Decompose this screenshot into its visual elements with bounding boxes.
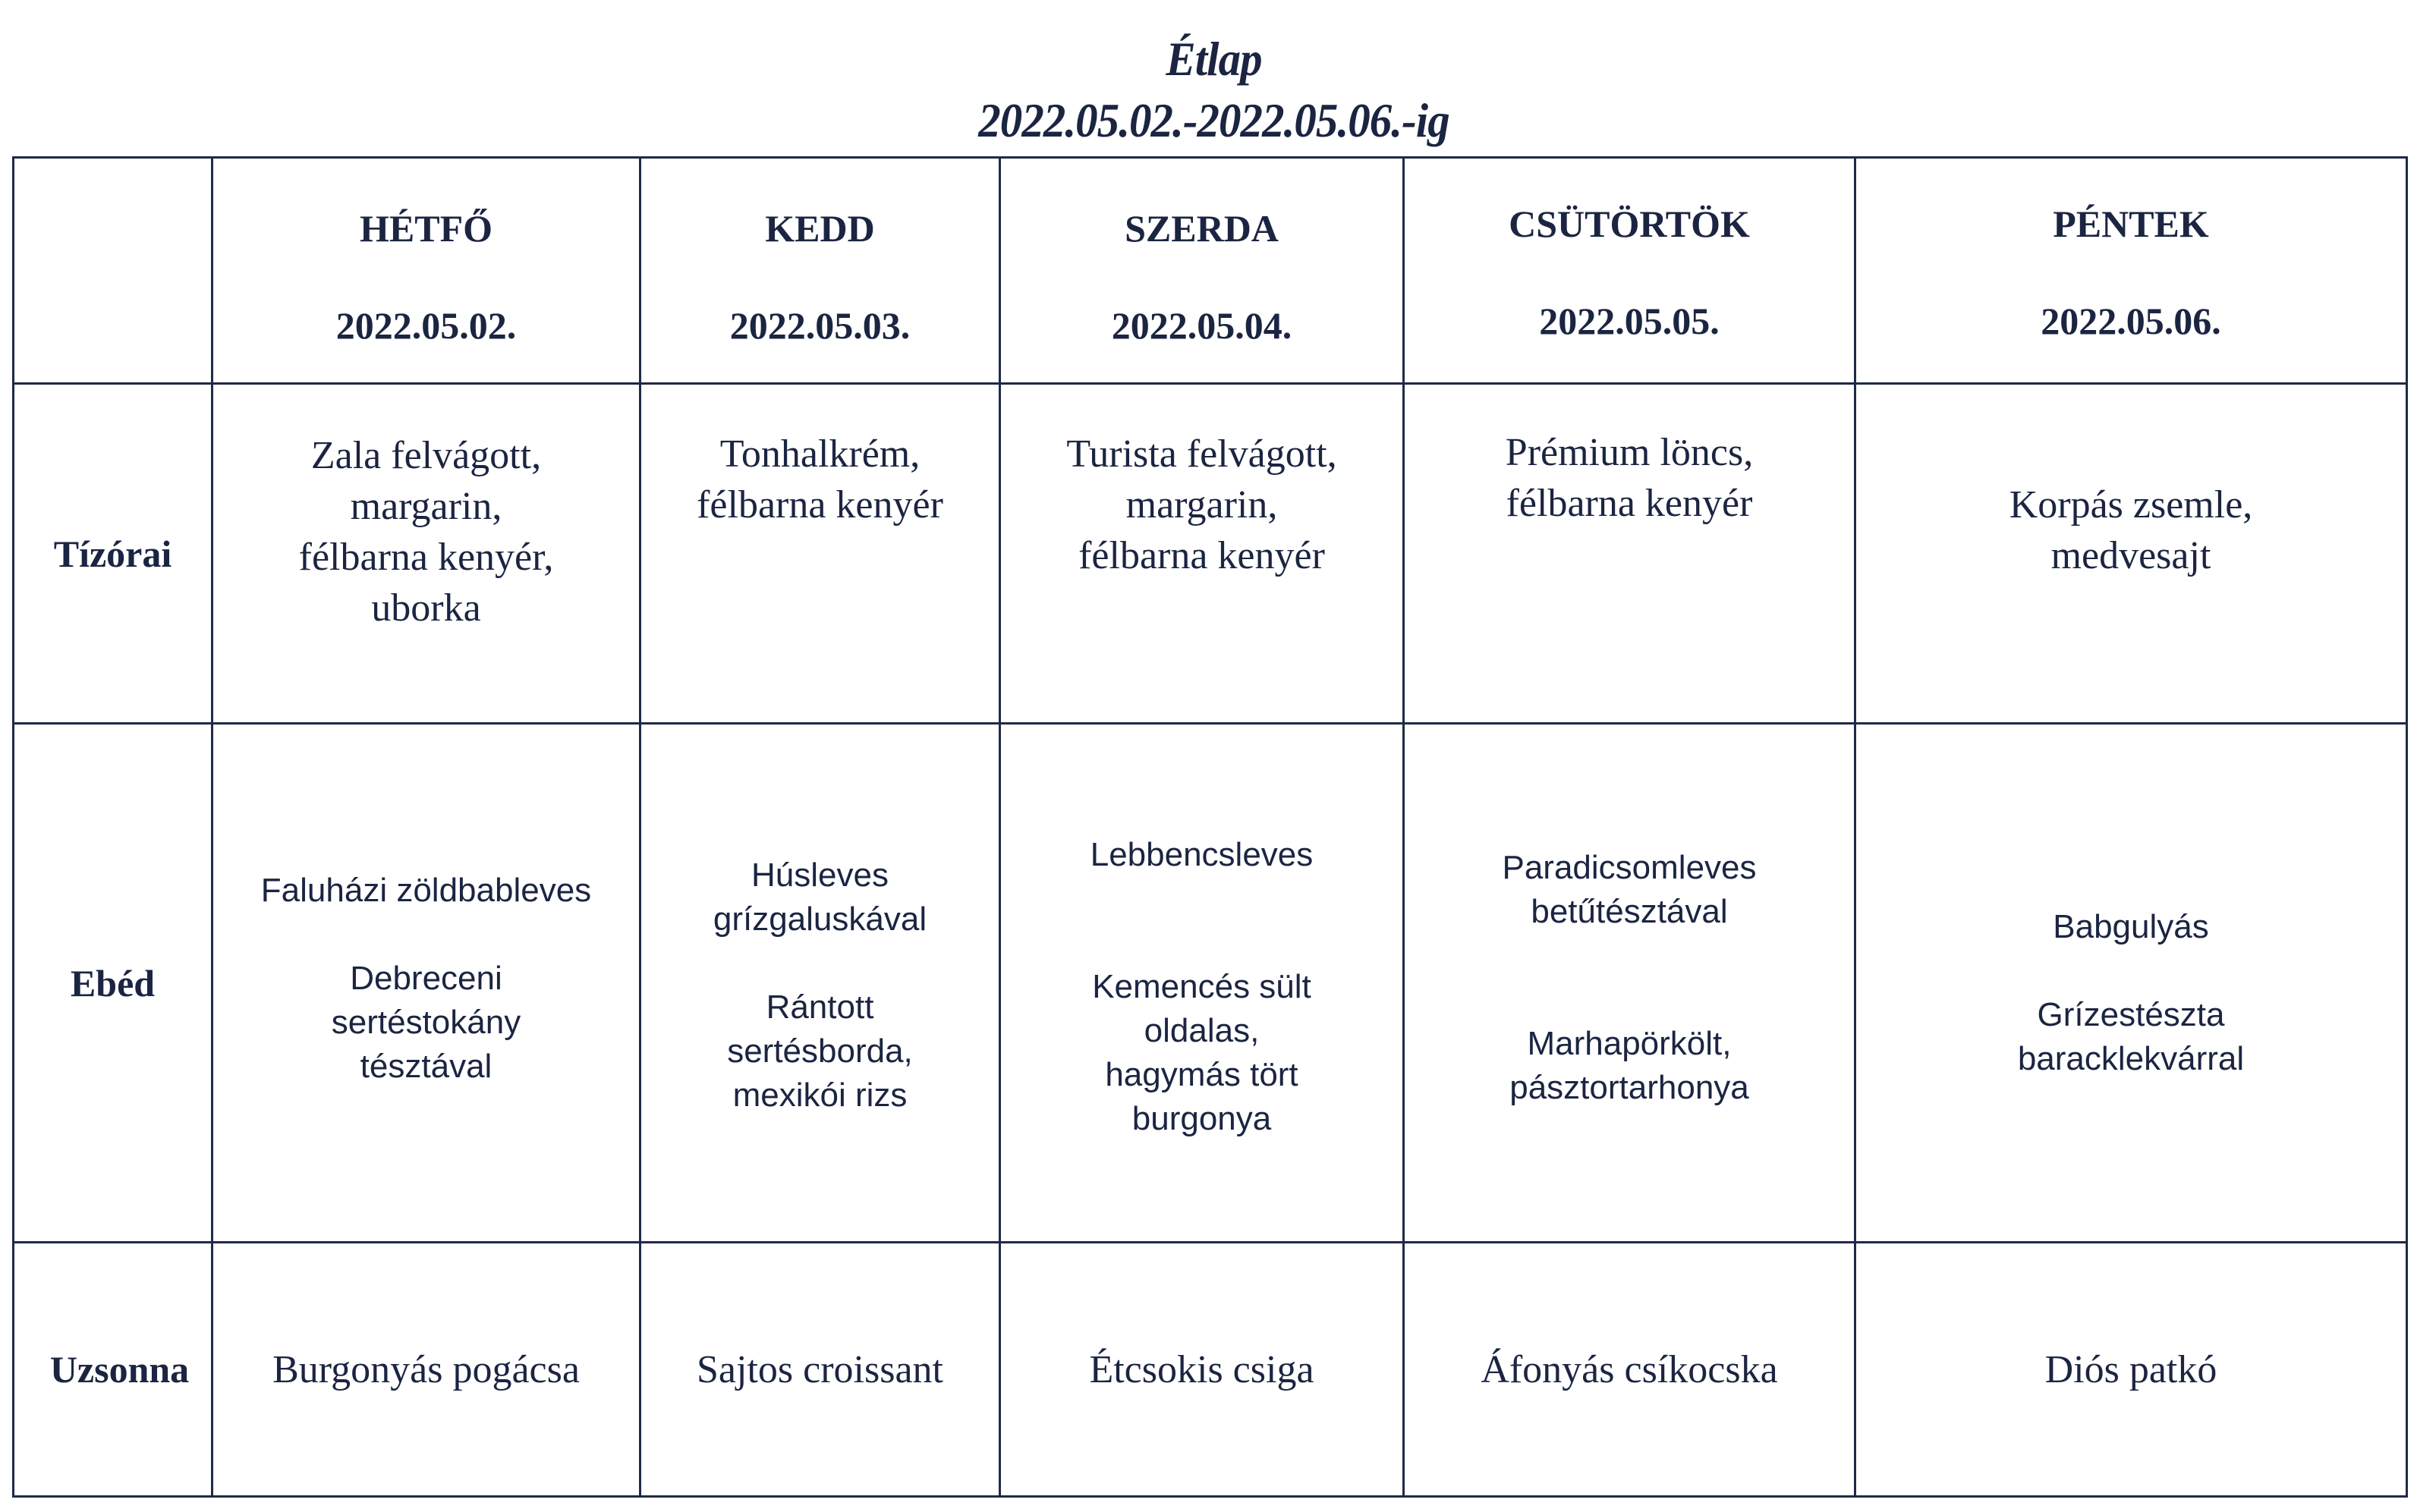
main-course-item: Marhapörkölt, <box>1527 1025 1732 1062</box>
meal-label-uzsonna: Uzsonna <box>14 1243 212 1497</box>
main-course-item: sertésborda, <box>727 1033 913 1070</box>
meal-label-tizorai: Tízórai <box>14 384 212 724</box>
menu-cell-ebed-friday <box>1855 724 2407 1243</box>
soup-item: Paradicsomleves <box>1502 849 1757 886</box>
day-header-monday <box>212 158 640 384</box>
day-name: KEDD <box>765 207 875 250</box>
menu-item: margarin, <box>1125 483 1278 527</box>
day-header-wednesday <box>1000 158 1404 384</box>
soup-item: Húsleves <box>751 857 889 894</box>
main-course-item: tésztával <box>360 1048 493 1085</box>
day-date: 2022.05.05. <box>1539 300 1720 342</box>
soup-item: Faluházi zöldbableves <box>260 872 592 909</box>
menu-item: Turista felvágott, <box>1066 432 1337 476</box>
main-course-item: Kemencés sült <box>1092 968 1311 1005</box>
menu-cell-tizorai-monday <box>212 384 640 724</box>
weekly-menu-table <box>12 156 2408 1498</box>
soup-item: grízgaluskával <box>713 901 927 938</box>
day-header-tuesday <box>640 158 1000 384</box>
menu-item: Burgonyás pogácsa <box>272 1347 580 1391</box>
menu-item: félbarna kenyér, <box>298 536 554 579</box>
menu-title: Étlap <box>1166 32 1262 86</box>
menu-cell-uzsonna-friday <box>1855 1243 2407 1497</box>
day-name: SZERDA <box>1125 207 1279 250</box>
main-course-item: baracklekvárral <box>2017 1040 2245 1077</box>
menu-cell-ebed-monday <box>212 724 640 1243</box>
day-date: 2022.05.04. <box>1111 304 1292 347</box>
menu-item: Zala felvágott, <box>310 434 542 477</box>
meal-row-ebed <box>14 724 2407 1243</box>
corner-cell <box>14 158 212 384</box>
main-course-item: hagymás tört <box>1105 1056 1298 1093</box>
menu-cell-ebed-tuesday <box>640 724 1000 1243</box>
menu-cell-ebed-wednesday <box>1000 724 1404 1243</box>
main-course-item: pásztortarhonya <box>1509 1069 1749 1106</box>
menu-item: Áfonyás csíkocska <box>1481 1347 1778 1391</box>
day-name: PÉNTEK <box>2053 203 2209 245</box>
menu-item: félbarna kenyér <box>697 483 943 527</box>
menu-cell-uzsonna-tuesday <box>640 1243 1000 1497</box>
main-course-item: burgonya <box>1131 1100 1272 1137</box>
menu-cell-tizorai-friday <box>1855 384 2407 724</box>
main-course-item: Grízestészta <box>2037 996 2225 1033</box>
menu-item: medvesajt <box>2050 534 2211 577</box>
menu-cell-ebed-thursday <box>1404 724 1855 1243</box>
day-date: 2022.05.02. <box>335 304 517 347</box>
menu-item: Sajtos croissant <box>697 1347 943 1391</box>
menu-item: uborka <box>371 586 481 630</box>
main-course-item: sertéstokány <box>331 1004 521 1041</box>
menu-item: Prémium löncs, <box>1505 431 1754 474</box>
menu-item: margarin, <box>350 485 502 528</box>
day-date: 2022.05.03. <box>729 304 911 347</box>
day-header-friday <box>1855 158 2407 384</box>
menu-cell-tizorai-tuesday <box>640 384 1000 724</box>
menu-title-block <box>0 29 2417 152</box>
meal-row-tizorai <box>14 384 2407 724</box>
meal-row-uzsonna <box>14 1243 2407 1497</box>
menu-cell-uzsonna-monday <box>212 1243 640 1497</box>
day-header-thursday <box>1404 158 1855 384</box>
menu-cell-uzsonna-thursday <box>1404 1243 1855 1497</box>
main-course-item: mexikói rizs <box>732 1077 908 1114</box>
menu-item: Diós patkó <box>2044 1347 2217 1391</box>
day-header-row <box>14 158 2407 384</box>
main-course-item: oldalas, <box>1144 1012 1260 1049</box>
menu-item: félbarna kenyér <box>1506 482 1753 525</box>
day-name: CSÜTÖRTÖK <box>1509 203 1750 245</box>
main-course-item: Rántott <box>766 989 874 1026</box>
menu-item: félbarna kenyér <box>1078 534 1325 577</box>
menu-item: Tonhalkrém, <box>719 432 921 476</box>
menu-item: Étcsokis csiga <box>1089 1347 1314 1391</box>
menu-cell-tizorai-thursday <box>1404 384 1855 724</box>
day-name: HÉTFŐ <box>359 207 493 250</box>
soup-item: Lebbencsleves <box>1090 836 1314 873</box>
soup-item: betűtésztával <box>1531 893 1728 930</box>
menu-cell-uzsonna-wednesday <box>1000 1243 1404 1497</box>
main-course-item: Debreceni <box>350 960 502 997</box>
soup-item: Babgulyás <box>2053 908 2209 945</box>
day-date: 2022.05.06. <box>2041 300 2221 342</box>
menu-item: Korpás zsemle, <box>2009 483 2253 527</box>
menu-date-range: 2022.05.02.-2022.05.06.-ig <box>978 93 1449 147</box>
menu-cell-tizorai-wednesday <box>1000 384 1404 724</box>
meal-label-ebed: Ebéd <box>14 724 212 1243</box>
